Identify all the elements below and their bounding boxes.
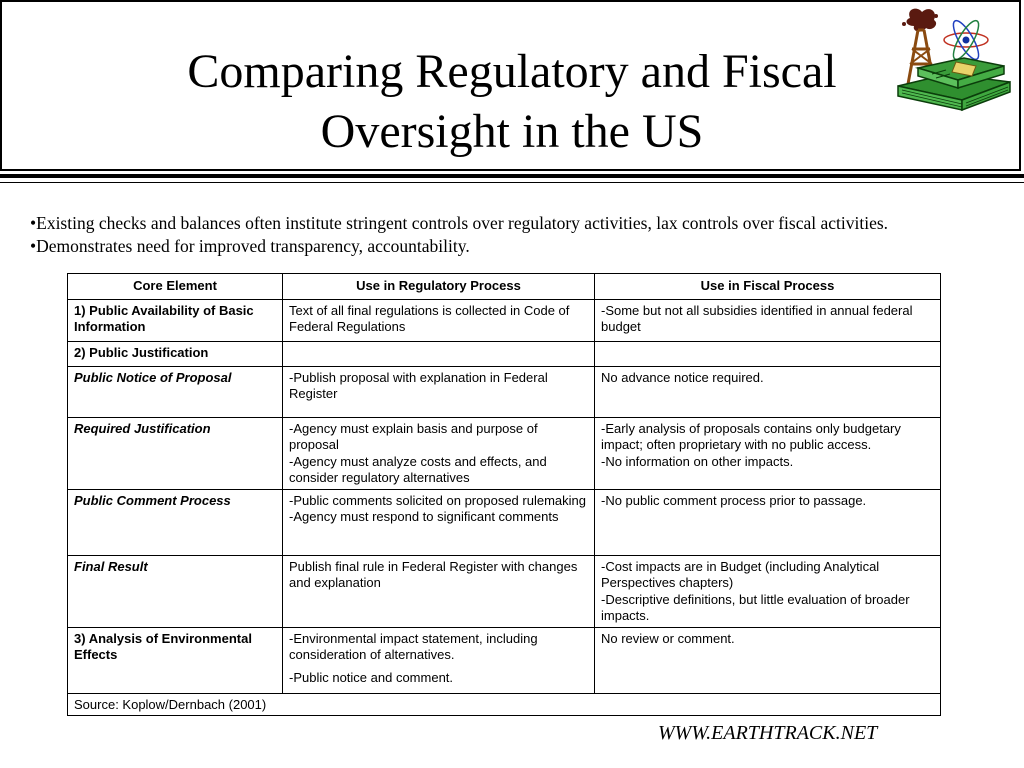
- fiscal-cell: [595, 341, 941, 366]
- comparison-table: [67, 273, 941, 716]
- oil-derrick-atom-money-icon: [892, 4, 1014, 116]
- cell-line: -Agency must analyze costs and effects, and consider regulatory alternatives: [289, 453, 547, 485]
- header-core-element: Core Element: [68, 274, 283, 300]
- cell-line: -Descriptive definitions, but little evaluation of broader impacts.: [601, 591, 910, 623]
- cell-line: -Some but not all subsidies identified in annual federal budget: [601, 302, 913, 334]
- cell-line: -Agency must respond to significant comments: [289, 509, 559, 524]
- cell-line: -Environmental impact statement, including consideration of alternatives.: [289, 630, 538, 662]
- regulatory-cell: [283, 366, 595, 417]
- cell-line: No advance notice required.: [601, 369, 764, 385]
- core-element-cell: 3) Analysis of Environmental Effects: [68, 627, 283, 693]
- core-element-cell: Required Justification: [68, 417, 283, 489]
- regulatory-cell: [283, 489, 595, 555]
- cell-line: Publish final rule in Federal Register with changes and explanation: [289, 558, 578, 590]
- header-rule-thick: [0, 174, 1024, 178]
- table-row: [68, 627, 941, 693]
- bullet-item: •Demonstrates need for improved transparency, accountability.: [30, 236, 470, 256]
- core-element-cell: Public Notice of Proposal: [68, 366, 283, 417]
- fiscal-cell: [595, 555, 941, 627]
- header-rule-thin: [0, 182, 1024, 183]
- cell-line: -No public comment process prior to passage.: [601, 492, 867, 508]
- cell-line: -No information on other impacts.: [601, 453, 794, 469]
- core-element-cell: 2) Public Justification: [68, 341, 283, 366]
- table-row: [68, 417, 941, 489]
- bullet-item: •Existing checks and balances often institute stringent controls over regulatory activities, lax controls over fiscal activities.: [30, 213, 889, 233]
- cell-line: -Publish proposal with explanation in Federal Register: [289, 369, 548, 401]
- cell-line: -Early analysis of proposals contains only budgetary impact; often proprietary with no public access.: [601, 420, 901, 452]
- core-element-cell: 1) Public Availability of Basic Information: [68, 299, 283, 341]
- cell-line: -Public comments solicited on proposed rulemaking: [289, 492, 586, 508]
- regulatory-cell: [283, 627, 595, 693]
- cell-line: -Public notice and comment.: [289, 669, 454, 685]
- table-row: [68, 299, 941, 341]
- cell-line: No review or comment.: [601, 630, 735, 646]
- cell-line: -Agency must explain basis and purpose of proposal: [289, 420, 538, 452]
- table-row: [68, 341, 941, 366]
- header-fiscal: Use in Fiscal Process: [595, 274, 941, 300]
- regulatory-cell: [283, 341, 595, 366]
- table-header-row: [68, 274, 941, 300]
- table-row: [68, 366, 941, 417]
- slide-title: [62, 42, 962, 162]
- cell-line: Text of all final regulations is collected in Code of Federal Regulations: [289, 302, 570, 334]
- regulatory-cell: [283, 555, 595, 627]
- fiscal-cell: [595, 366, 941, 417]
- table-row: [68, 555, 941, 627]
- fiscal-cell: [595, 489, 941, 555]
- cell-line: -Cost impacts are in Budget (including Analytical Perspectives chapters): [601, 558, 880, 590]
- fiscal-cell: [595, 417, 941, 489]
- title-line-1: Comparing Regulatory and Fiscal: [187, 45, 837, 98]
- regulatory-cell: [283, 417, 595, 489]
- header-regulatory: Use in Regulatory Process: [283, 274, 595, 300]
- title-box: [0, 0, 1021, 171]
- title-line-2: Oversight in the US: [320, 105, 704, 158]
- source-citation: Source: Koplow/Dernbach (2001): [68, 693, 941, 716]
- bullet-list: [30, 212, 1020, 258]
- table-row: [68, 489, 941, 555]
- fiscal-cell: [595, 299, 941, 341]
- core-element-cell: Final Result: [68, 555, 283, 627]
- footer-url: WWW.EARTHTRACK.NET: [658, 722, 878, 744]
- fiscal-cell: [595, 627, 941, 693]
- regulatory-cell: [283, 299, 595, 341]
- core-element-cell: Public Comment Process: [68, 489, 283, 555]
- source-row: [68, 693, 941, 716]
